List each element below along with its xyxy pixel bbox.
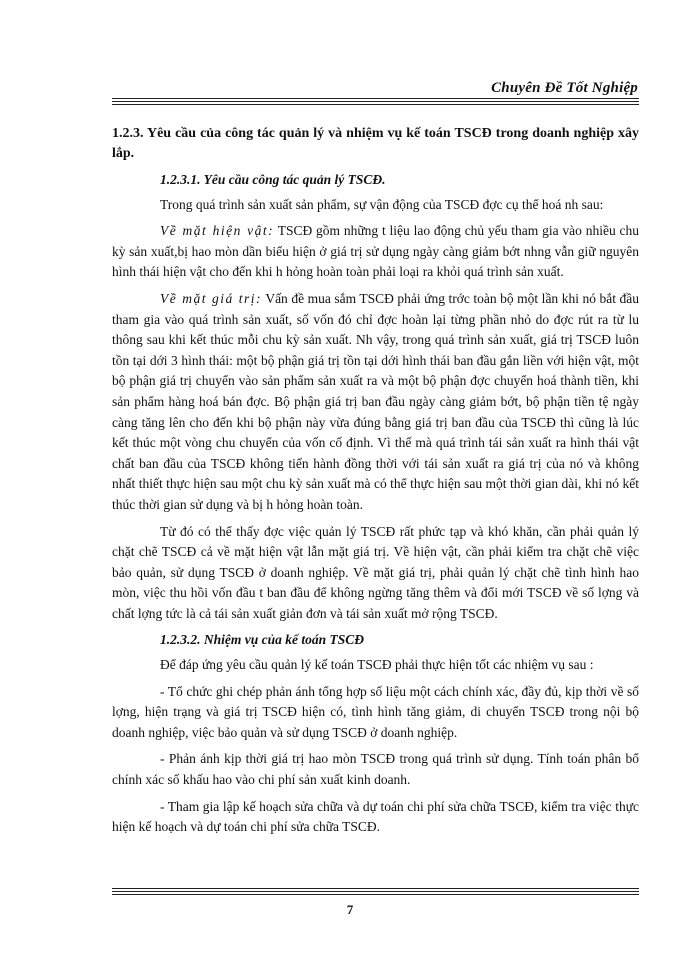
paragraph-body-physical: TSCĐ gồm những t liệu lao động chủ yếu tham gia vào nhiều chu kỳ sản xuất,bị hao mòn dần biểu hiện ở giá trị sử dụng ngày càng giảm bớt nhng vẫn giữ nguyên hình thái hiện vật cho đến khi h hỏng hoàn toàn phải loại ra khỏi quá trình sản xuất. (112, 223, 639, 280)
running-header-title: Chuyên Đề Tốt Nghiệp (491, 80, 638, 96)
paragraph-lead-value: Về mặt giá trị: (160, 290, 263, 306)
paragraph-management: Từ đó có thể thấy đợc việc quản lý TSCĐ rất phức tạp và khó khăn, cần phải quản lý chặt chẽ TSCĐ cả về mặt hiện vật lẫn mặt giá trị. Về hiện vật, cần phải kiểm tra chặt chẽ việc bảo quản, sử dụng TSCĐ ở doanh nghiệp. Về mặt giá trị, phải quản lý chặt chẽ tình hình hao mòn, việc thu hồi vốn đầu t ban đầu để không ngừng tăng thêm và đổi mới TSCĐ về số lợng và chất lợng tức là cả tái sản xuất giản đơn và tái sản xuất mở rộng TSCĐ. (112, 523, 639, 621)
paragraph-lead-physical: Về mặt hiện vật: (160, 223, 275, 239)
header-rule (112, 98, 639, 105)
page-body (112, 124, 639, 844)
footer-rule (112, 888, 639, 895)
list-item: - Tham gia lập kế hoạch sửa chữa và dự toán chi phí sửa chữa TSCĐ, kiểm tra việc thực hiện kế hoạch và dự toán chi phí sửa chữa TSCĐ. (112, 798, 639, 835)
list-item: - Tổ chức ghi chép phản ánh tổng hợp số liệu một cách chính xác, đầy đủ, kịp thời về số lợng, hiện trạng và giá trị TSCĐ hiện có, tình hình tăng giảm, di chuyển TSCĐ trong nội bộ doanh nghiệp, việc bảo quản và sử dụng TSCĐ ở doanh nghiệp. (112, 683, 639, 740)
subsection-heading-2: 1.2.3.2. Nhiệm vụ của kế toán TSCĐ (160, 632, 365, 648)
paragraph-physical (112, 221, 639, 283)
paragraph-value (112, 289, 639, 516)
section-heading: 1.2.3. Yêu cầu của công tác quản lý và nhiệm vụ kế toán TSCĐ trong doanh nghiệp xây lắp. (112, 126, 639, 161)
subsection-heading-1: 1.2.3.1. Yêu cầu công tác quản lý TSCĐ. (160, 172, 386, 187)
paragraph-intro-2: Để đáp ứng yêu cầu quản lý kế toán TSCĐ phải thực hiện tốt các nhiệm vụ sau : (160, 657, 594, 673)
list-item: - Phản ánh kịp thời giá trị hao mòn TSCĐ trong quá trình sử dụng. Tính toán phân bổ chính xác số khấu hao vào chi phí sản xuất kinh doanh. (112, 751, 639, 788)
paragraph-intro-1: Trong quá trình sản xuất sản phẩm, sự vận động của TSCĐ đợc cụ thể hoá nh sau: (160, 196, 604, 212)
paragraph-body-value: Vấn đề mua sắm TSCĐ phải ứng trớc toàn bộ một lần khi nó bắt đầu tham gia vào quá trình sản xuất, số vốn đó chỉ đợc hoàn lại từng phần nhỏ do đợc rút ra từ lu thông sau khi kết thúc mỗi chu kỳ sản xuất. Nh vậy, trong quá trình sản xuất, giá trị TSCĐ luôn tồn tại dới 3 hình thái: một bộ phận giá trị tồn tại dới hình thái ban đầu gắn liền với hiện vật, một bộ phận giá trị chuyển vào sản phẩm sản xuất ra và một bộ phận đợc chuyển hoá thành tiền, khi sản phẩm hàng hoá bán đợc. Bộ phận giá trị ban đầu ngày càng giảm bớt, bộ phận tiền tệ ngày càng tăng lên cho đến khi bộ phận này vừa đúng bằng giá trị ban đầu của TSCĐ thì cũng là lúc kết thúc một vòng chu chuyển của vốn cố định. Vì thế mà quá trình tái sản xuất ra hình thái vật chất ban đầu của TSCĐ không tiến hành đồng thời với tái sản xuất ra giá trị của nó và không nhất thiết thực hiện sau một chu kỳ sản xuất mà có thể thực hiện sau một thời gian dài, khi nó kết thúc thời gian sử dụng và bị h hỏng hoàn toàn. (112, 290, 639, 512)
page-number: 7 (346, 902, 354, 917)
